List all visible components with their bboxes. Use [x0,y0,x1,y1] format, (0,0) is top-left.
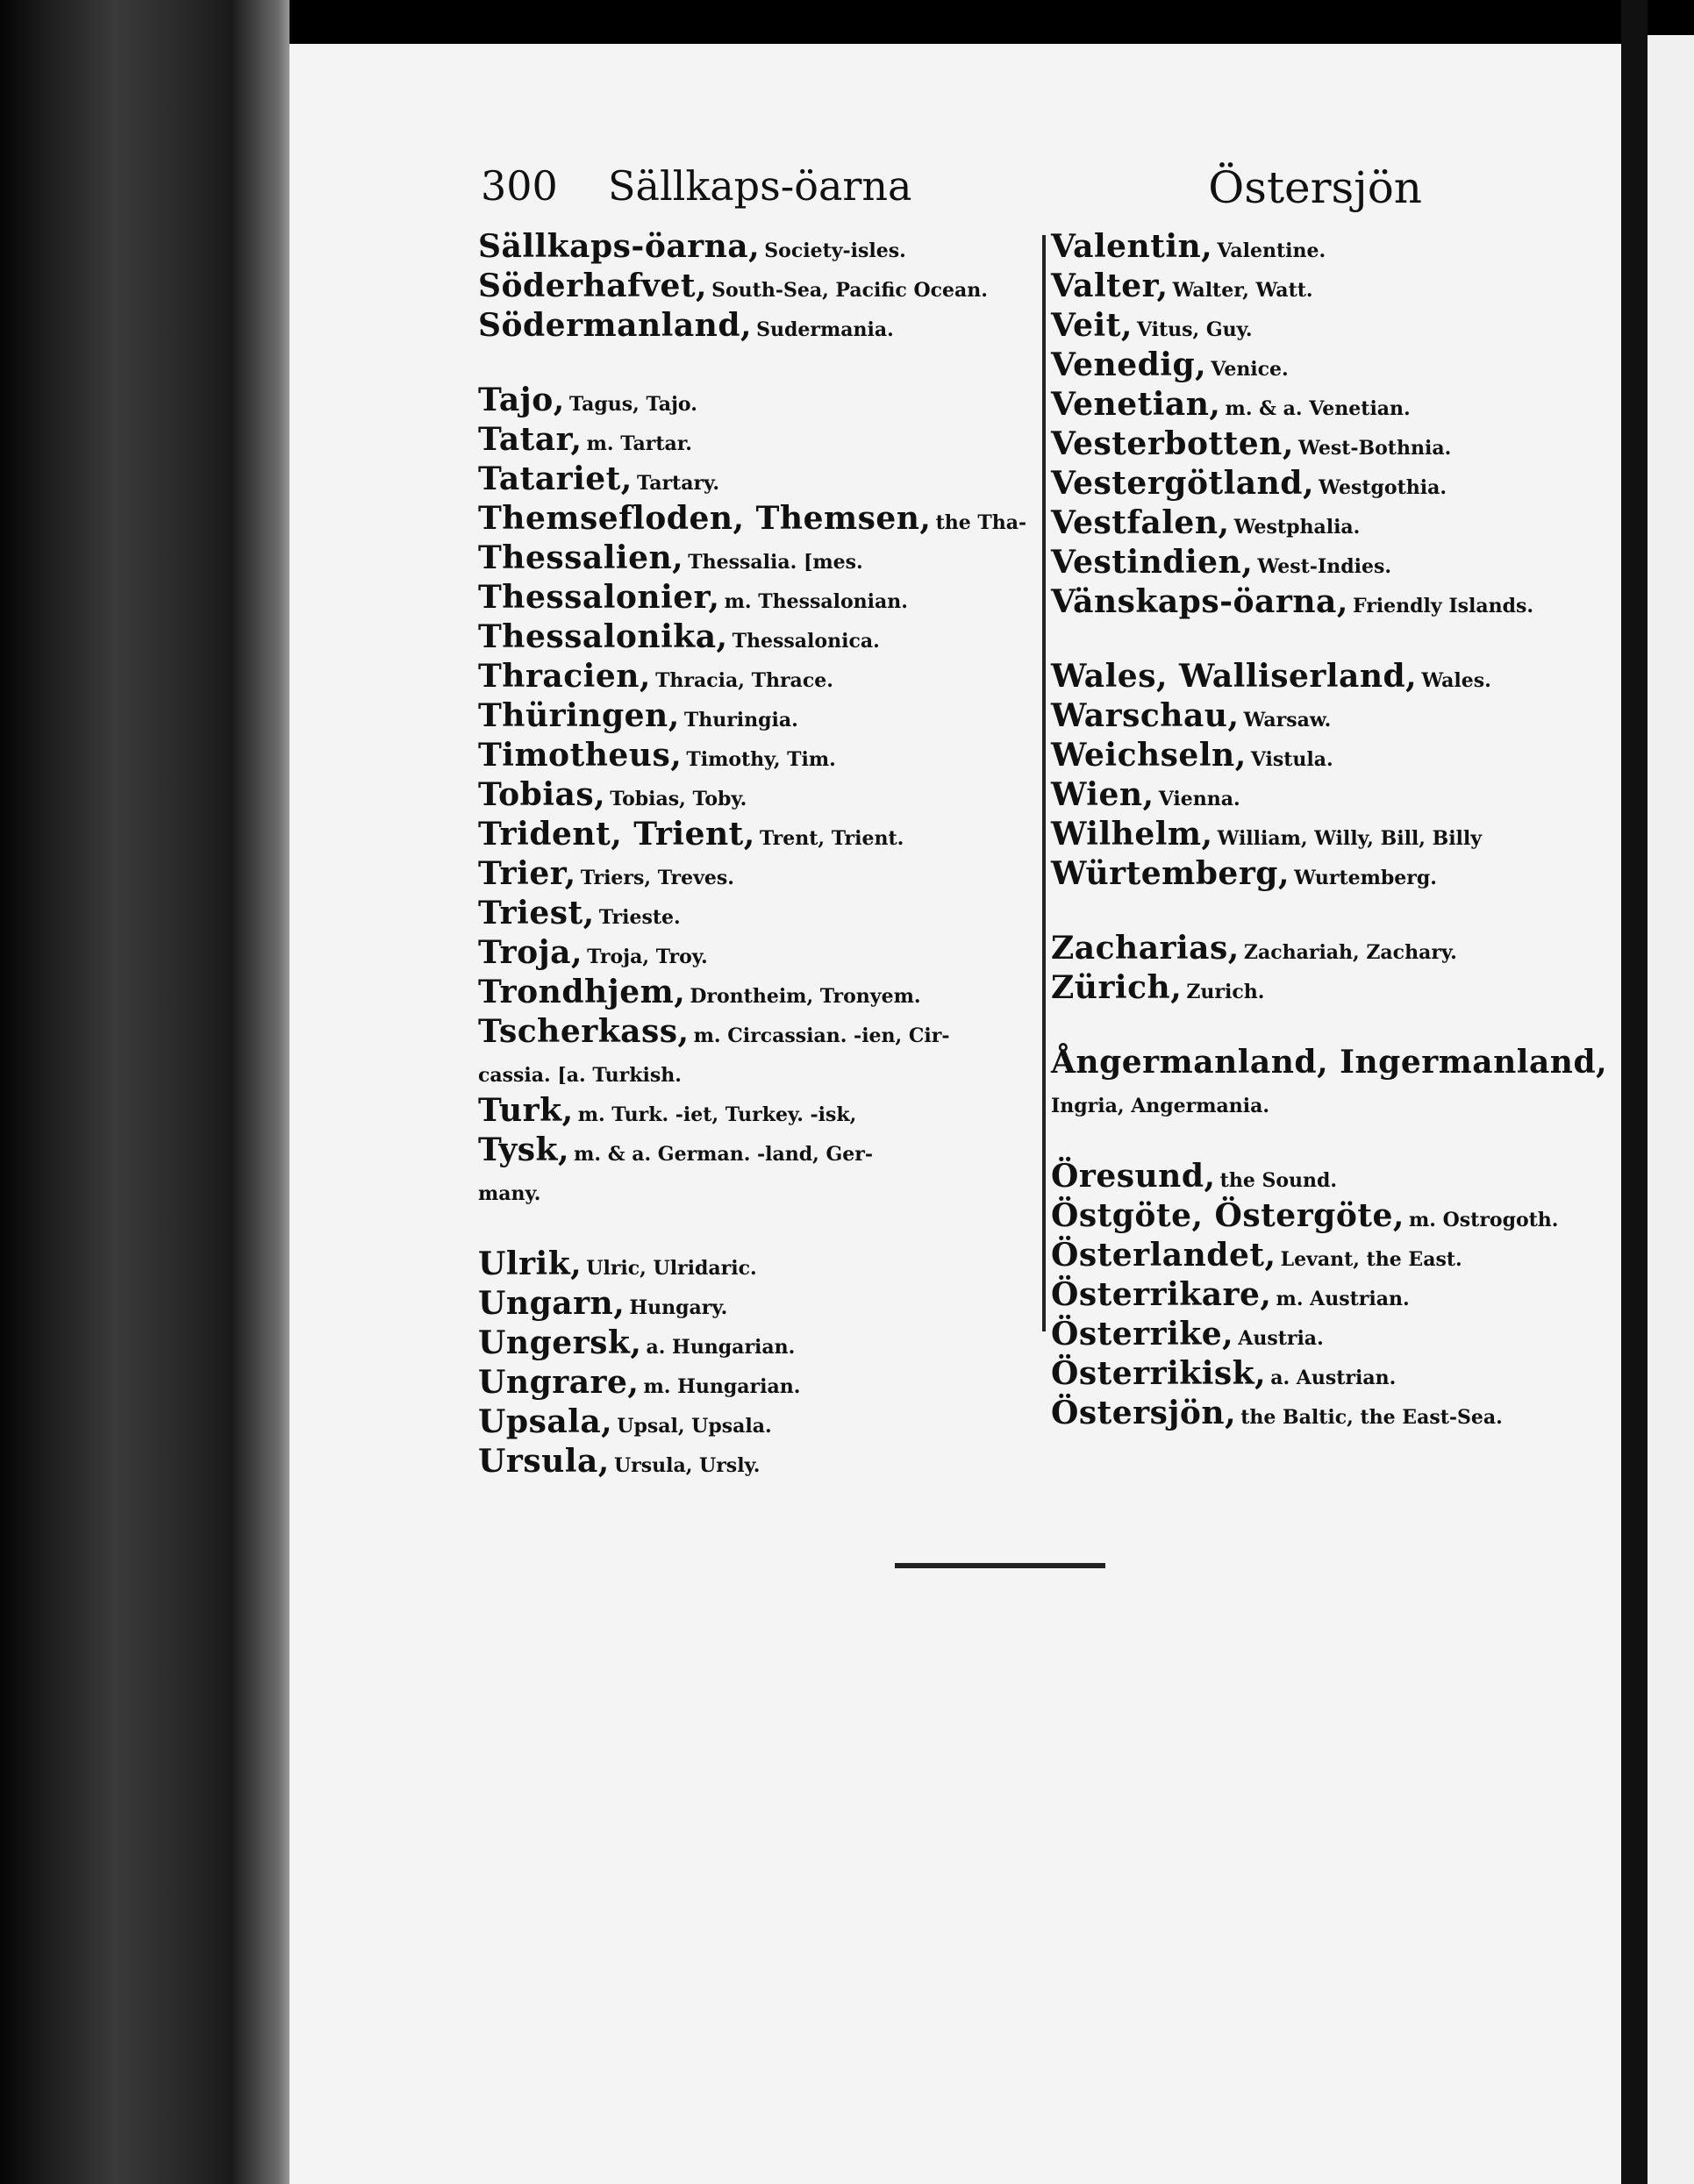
entry-gloss: Tobias, Toby. [610,788,747,810]
dictionary-entry [478,1247,1031,1287]
entry-gloss: South-Sea, Pacific Ocean. [711,279,988,302]
entry-headword: Vestfalen, [1051,504,1230,541]
entry-gloss: m. Circassian. -ien, Cir- [693,1024,950,1047]
dictionary-entry [478,309,1031,348]
dictionary-entry [478,896,1031,936]
entry-gloss: Ulric, Ulridaric. [586,1257,757,1280]
entry-headword: Tajo, [478,382,565,418]
entry-headword: Zacharias, [1051,930,1240,967]
dictionary-entry [478,383,1031,423]
dictionary-entry [478,230,1031,269]
dictionary-entry [1051,427,1595,467]
entry-headword: Ulrik, [478,1245,583,1282]
dictionary-entry [1051,388,1595,427]
page-number: 300 [481,162,558,210]
dictionary-entry [1051,269,1595,309]
dictionary-entry [478,502,1031,541]
entry-gap [1051,896,1595,931]
dictionary-entry [1051,1238,1595,1278]
entry-gloss: the Baltic, the East-Sea. [1240,1406,1503,1429]
entry-gap [478,348,1031,383]
dictionary-entry [478,660,1031,699]
dictionary-entry [478,581,1031,620]
entry-headword: Wilhelm, [1051,816,1213,853]
dictionary-entry [1051,660,1595,699]
book-spine [0,0,289,2184]
entry-gloss: Drontheim, Tronyem. [690,985,921,1008]
entry-gloss: Trent, Trient. [759,827,904,850]
dictionary-entry [1051,546,1595,585]
entry-headword: Ungrare, [478,1364,640,1401]
dictionary-entry [1051,1357,1595,1396]
entry-gloss: m. Ostrogoth. [1409,1209,1559,1231]
entry-gloss: Vitus, Guy. [1136,318,1253,341]
dictionary-entry [1051,699,1595,739]
dictionary-entry [1051,348,1595,388]
entry-headword: Wales, Walliserland, [1051,658,1418,695]
entry-gloss: Zurich. [1186,981,1265,1003]
dictionary-entry [478,817,1031,857]
entry-gloss: Zachariah, Zachary. [1243,941,1457,964]
entry-gloss: Triers, Treves. [580,867,734,889]
entry-gloss: m. & a. German. -land, Ger- [574,1143,873,1166]
dictionary-entry [478,1287,1031,1326]
facing-page-gap [1621,0,1648,2184]
dictionary-entry [478,423,1031,462]
entry-headword: Ångermanland, Ingermanland, [1051,1044,1608,1081]
dictionary-entry [1051,230,1595,269]
entry-headword: Söderhafvet, [478,268,708,304]
entry-headword: Upsala, [478,1403,613,1440]
entry-headword: Österrikisk, [1051,1355,1267,1392]
dictionary-entry [478,1094,1031,1133]
entry-gap [1051,625,1595,660]
dictionary-entry [1051,778,1595,817]
entry-gloss: Wales. [1421,669,1491,692]
entry-headword: Weichseln, [1051,737,1247,774]
entry-gloss: Westphalia. [1233,516,1361,539]
entry-headword: Vestindien, [1051,544,1254,581]
dictionary-entry [1051,1278,1595,1317]
dictionary-entry [1051,1396,1595,1436]
entry-gloss: Vienna. [1158,788,1240,810]
entry-headword: Thessalonier, [478,579,720,616]
entry-gloss: Warsaw. [1243,709,1332,732]
entry-gloss: West-Indies. [1257,555,1392,578]
dictionary-entry [478,857,1031,896]
dictionary-entry [478,739,1031,778]
entry-gloss: cassia. [a. Turkish. [478,1064,682,1087]
entry-gloss: William, Willy, Bill, Billy [1217,827,1483,850]
entry-headword: Tatariet, [478,460,633,497]
entry-headword: Trident, Trient, [478,816,755,853]
entry-headword: Trier, [478,855,576,892]
dictionary-entry [1051,739,1595,778]
dictionary-entry [1051,1085,1595,1124]
entry-headword: Östgöte, Östergöte, [1051,1197,1405,1234]
dictionary-entry [478,1326,1031,1366]
dictionary-entry [1051,931,1595,971]
entry-gloss: Levant, the East. [1280,1248,1462,1271]
facing-page-edge [1648,35,1694,2184]
entry-headword: Sällkaps-öarna, [478,228,761,265]
entry-headword: Tatar, [478,421,583,458]
dictionary-entry [1051,467,1595,506]
dictionary-entry [478,936,1031,975]
entry-headword: Tscherkass, [478,1013,690,1050]
right-guide-word: Östersjön [1208,162,1422,213]
entry-gloss: a. Hungarian. [646,1336,796,1359]
entry-gloss: Sudermania. [756,318,894,341]
entry-gloss: Westgothia. [1319,476,1447,499]
dictionary-entry [478,975,1031,1015]
entry-gloss: many. [478,1182,541,1205]
entry-gloss: Ursula, Ursly. [613,1454,761,1477]
entry-headword: Venedig, [1051,346,1207,383]
dictionary-entry [1051,585,1595,625]
dictionary-entry [478,1054,1031,1094]
dictionary-entry [478,1173,1031,1212]
entry-gloss: m. Hungarian. [643,1375,801,1398]
entry-headword: Österrike, [1051,1316,1234,1353]
entry-headword: Vänskaps-öarna, [1051,583,1348,620]
entry-headword: Thracien, [478,658,651,695]
entry-headword: Triest, [478,895,595,931]
dictionary-entry [478,269,1031,309]
entry-headword: Östersjön, [1051,1395,1237,1431]
entry-headword: Öresund, [1051,1158,1216,1195]
right-column [1051,228,1608,1436]
dictionary-entry [478,1445,1031,1484]
end-rule [895,1563,1105,1568]
entry-headword: Valter, [1051,268,1169,304]
dictionary-entry [478,462,1031,502]
dictionary-entry [1051,506,1595,546]
entry-gloss: Thessalia. [mes. [688,551,863,574]
dictionary-entry [1051,857,1595,896]
entry-gloss: m. Turk. -iet, Turkey. -isk, [577,1103,857,1126]
entry-gloss: Thuringia. [683,709,798,732]
entry-headword: Warschau, [1051,697,1240,734]
entry-gloss: Thracia, Thrace. [655,669,833,692]
entry-gloss: the Tha- [935,511,1027,534]
dictionary-entry [478,778,1031,817]
dictionary-entry [478,1366,1031,1405]
entry-headword: Österrikare, [1051,1276,1272,1313]
entry-headword: Troja, [478,934,583,971]
dictionary-entry [1051,1317,1595,1357]
entry-gloss: a. Austrian. [1270,1367,1397,1389]
entry-headword: Thessalonika, [478,618,728,655]
entry-gloss: Timothy, Tim. [686,748,836,771]
dictionary-entry [1051,309,1595,348]
entry-gloss: Vistula. [1250,748,1333,771]
entry-headword: Thessalien, [478,539,684,576]
dictionary-entry [478,1133,1031,1173]
entry-gloss: m. Tartar. [586,432,692,455]
dictionary-entry [1051,971,1595,1010]
page-header [481,162,1422,215]
entry-gloss: Hungary. [629,1296,728,1319]
entry-headword: Vesterbotten, [1051,425,1294,462]
left-guide-word: Sällkaps-öarna [608,162,912,210]
entry-headword: Veit, [1051,307,1133,344]
entry-headword: Södermanland, [478,307,753,344]
dictionary-entry [1051,1199,1595,1238]
entry-headword: Zürich, [1051,969,1183,1006]
entry-headword: Tobias, [478,776,606,813]
entry-headword: Österlandet, [1051,1237,1276,1274]
entry-gloss: Venice. [1211,358,1289,381]
entry-gloss: Upsal, Upsala. [617,1415,772,1438]
entry-gloss: Tartary. [636,472,719,495]
entry-gap [1051,1010,1595,1046]
entry-gloss: Walter, Watt. [1172,279,1313,302]
dictionary-entry [1051,1160,1595,1199]
entry-gloss: Trieste. [598,906,681,929]
dictionary-entry [478,1015,1031,1054]
entry-headword: Venetian, [1051,386,1221,423]
entry-gloss: Tagus, Tajo. [568,393,697,416]
entry-gloss: Ingria, Angermania. [1051,1095,1270,1117]
entry-gloss: Valentine. [1217,239,1326,262]
dictionary-entry [478,699,1031,739]
entry-gap [478,1212,1031,1247]
entry-gloss: m. Austrian. [1276,1288,1410,1310]
entry-headword: Themsefloden, Themsen, [478,500,932,537]
entry-headword: Ungersk, [478,1324,642,1361]
entry-gloss: Austria. [1238,1327,1324,1350]
left-column [478,230,1031,1484]
entry-headword: Trondhjem, [478,974,686,1010]
entry-headword: Tysk, [478,1131,569,1168]
entry-gloss: West-Bothnia. [1297,437,1452,460]
dictionary-entry [478,620,1031,660]
entry-gloss: m. Thessalonian. [724,590,908,613]
entry-gloss: Wurtemberg. [1294,867,1437,889]
entry-headword: Thüringen, [478,697,680,734]
entry-headword: Ungarn, [478,1285,625,1322]
entry-headword: Würtemberg, [1051,855,1290,892]
dictionary-entry [1051,817,1595,857]
dictionary-entry [1051,1044,1608,1085]
entry-headword: Ursula, [478,1443,610,1480]
dictionary-entry [478,1405,1031,1445]
entry-gloss: Society-isles. [764,239,906,262]
entry-headword: Timotheus, [478,737,683,774]
entry-gloss: Thessalonica. [732,630,880,653]
entry-gloss: Friendly Islands. [1352,595,1534,617]
entry-gloss: m. & a. Venetian. [1225,397,1411,420]
entry-headword: Vestergötland, [1051,465,1314,502]
column-divider [1042,235,1046,1331]
entry-gap [1051,1124,1595,1160]
entry-gloss: Troja, Troy. [587,946,708,968]
entry-headword: Valentin, [1051,228,1213,265]
entry-headword: Turk, [478,1092,574,1129]
entry-gloss: the Sound. [1219,1169,1338,1192]
dictionary-entry [478,541,1031,581]
entry-headword: Wien, [1051,776,1154,813]
